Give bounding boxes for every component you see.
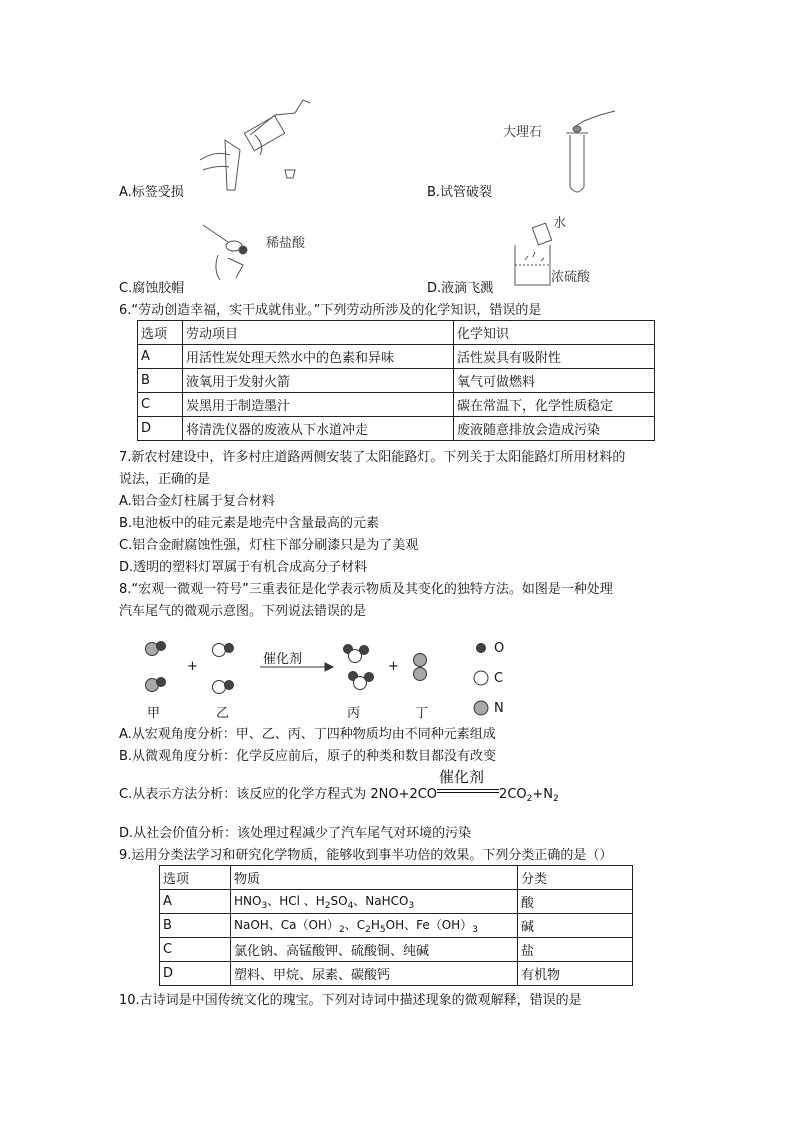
table-cell: 炭黑用于制造墨汁: [183, 393, 454, 417]
table-row: [160, 962, 633, 986]
option-b-label: B.试管破裂: [427, 185, 493, 200]
header-cell: 选项: [160, 866, 231, 890]
q10-stem: 10.古诗词是中国传统文化的瑰宝。下列对诗词中描述现象的微观解释，错误的是: [119, 993, 582, 1008]
table-cell: 氯化钠、高锰酸钾、硫酸铜、纯碱: [231, 938, 518, 962]
figure-c-dropper: [198, 220, 268, 285]
reaction-condition: [437, 768, 499, 798]
table-cell: 塑料、甲烷、尿素、碳酸钙: [231, 962, 518, 986]
table-cell: 用活性炭处理天然水中的色素和异味: [183, 345, 454, 369]
table-cell: B: [138, 369, 183, 393]
catalyst-over-arrow: 催化剂: [439, 768, 485, 786]
option-d-label: D.液滴飞溅: [427, 281, 494, 296]
equation-suffix: 2CO: [499, 787, 527, 802]
c-atom: [213, 681, 226, 694]
table-cell: 活性炭具有吸附性: [454, 345, 655, 369]
legend-n-label: N: [494, 701, 504, 716]
header-cell: 选项: [138, 321, 183, 345]
q8-option-a: A.从宏观角度分析：甲、乙、丙、丁四种物质均由不同种元素组成: [119, 727, 496, 742]
q9-stem: 9.运用分类法学习和研究化学物质，能够收到事半功倍的效果。下列分类正确的是（）: [119, 848, 613, 863]
equals-bar: [437, 789, 499, 793]
o-atom: [225, 644, 234, 653]
marble-label: 大理石: [503, 125, 543, 140]
table-cell: 碱: [518, 914, 633, 938]
table-cell: A: [160, 890, 231, 914]
table-cell: 有机物: [518, 962, 633, 986]
table-cell: 盐: [518, 938, 633, 962]
header-cell: 物质: [231, 866, 518, 890]
q8-option-b: B.从微观角度分析：化学反应前后，原子的种类和数目都没有改变: [119, 749, 497, 764]
table-cell: 酸: [518, 890, 633, 914]
table-row: [160, 890, 633, 914]
water-label: 水: [553, 216, 567, 231]
q8-option-d: D.从社会价值分析：该处理过程减少了汽车尾气对环境的污染: [119, 826, 472, 841]
n-atom: [414, 668, 427, 681]
option-a-label: A.标签受损: [119, 185, 184, 200]
table-row: [138, 345, 655, 369]
plus-sign: +: [388, 659, 399, 674]
equation-prefix: C.从表示方法分析：该反应的化学方程式为 2NO+2CO: [119, 787, 438, 802]
table-cell: 废液随意排放会造成污染: [454, 417, 655, 441]
figure-b-test-tube: [500, 105, 630, 195]
table-cell: 将清洗仪器的废液从下水道冲走: [183, 417, 454, 441]
legend-c-label: C: [494, 671, 504, 686]
table-header-row: [138, 321, 655, 345]
table-cell: NaOH、$Ca(OH)_2$、$C_2H_5OH$、$Fe(OH)_3$: [231, 914, 518, 938]
figure-a-pouring: [195, 95, 315, 195]
table-header-row: [160, 866, 633, 890]
legend-o-atom: [477, 644, 486, 653]
o-atom: [360, 646, 369, 655]
o-atom: [365, 673, 374, 682]
legend-n-atom: [474, 701, 488, 715]
table-cell: 液氧用于发射火箭: [183, 369, 454, 393]
o-atom: [157, 678, 166, 687]
q7-stem-line2: 说法，正确的是: [119, 472, 211, 487]
n-atom: [414, 654, 427, 667]
table-cell: D: [160, 962, 231, 986]
table-row: [138, 417, 655, 441]
q7-option-a: A.铝合金灯柱属于复合材料: [119, 494, 275, 509]
q7-option-c: C.铝合金耐腐蚀性强，灯柱下部分刷漆只是为了美观: [119, 538, 419, 553]
plus-sign: +: [187, 659, 198, 674]
q8-stem-line2: 汽车尾气的微观示意图。下列说法错误的是: [119, 604, 367, 619]
q7-option-b: B.电池板中的硅元素是地壳中含量最高的元素: [119, 516, 380, 531]
header-cell: 化学知识: [454, 321, 655, 345]
table-cell: $HNO_3$、HCl 、$H_2SO_4$、NaHCO$_3$: [231, 890, 518, 914]
legend-n-atom-svg: [473, 700, 489, 716]
label-bing: 丙: [347, 706, 361, 721]
o-atom: [157, 642, 166, 651]
legend-c-atom: [474, 671, 488, 685]
label-jia: 甲: [147, 706, 161, 721]
q7-stem-line1: 7.新农村建设中，许多村庄道路两侧安装了太阳能路灯。下列关于太阳能路灯所用材料的: [119, 450, 626, 465]
table-row: [160, 938, 633, 962]
conc-acid-label: 浓硫酸: [551, 270, 591, 285]
o-atom: [225, 681, 234, 690]
table-cell: A: [138, 345, 183, 369]
header-cell: 分类: [518, 866, 633, 890]
dilute-acid-label: 稀盐酸: [266, 236, 306, 251]
table-cell: 碳在常温下，化学性质稳定: [454, 393, 655, 417]
table-row: [160, 914, 633, 938]
table-cell: 氧气可做燃料: [454, 369, 655, 393]
c-atom: [213, 644, 226, 657]
table-row: [138, 393, 655, 417]
table-cell: D: [138, 417, 183, 441]
label-ding: 丁: [415, 706, 429, 721]
q6-stem: 6.“劳动创造幸福，实干成就伟业。”下列劳动所涉及的化学知识，错误的是: [119, 303, 542, 318]
table-cell: C: [160, 938, 231, 962]
table-cell: C: [138, 393, 183, 417]
catalyst-label: 催化剂: [263, 652, 303, 667]
label-yi: 乙: [216, 706, 230, 721]
legend-o-label: O: [494, 641, 505, 656]
q6-table: [137, 320, 655, 441]
q9-table: [159, 865, 633, 986]
q8-option-c: C.从表示方法分析：该反应的化学方程式为 2NO+2CO 催化剂 $2CO_2+N_2$: [119, 768, 559, 804]
option-c-label: C.腐蚀胶帽: [119, 281, 185, 296]
q7-option-d: D.透明的塑料灯罩属于有机合成高分子材料: [119, 560, 368, 575]
table-row: [138, 369, 655, 393]
table-cell: B: [160, 914, 231, 938]
q8-stem-line1: 8.“宏观一微观一符号”三重表征是化学表示物质及其变化的独特方法。如图是一种处理: [119, 582, 613, 597]
header-cell: 劳动项目: [183, 321, 454, 345]
